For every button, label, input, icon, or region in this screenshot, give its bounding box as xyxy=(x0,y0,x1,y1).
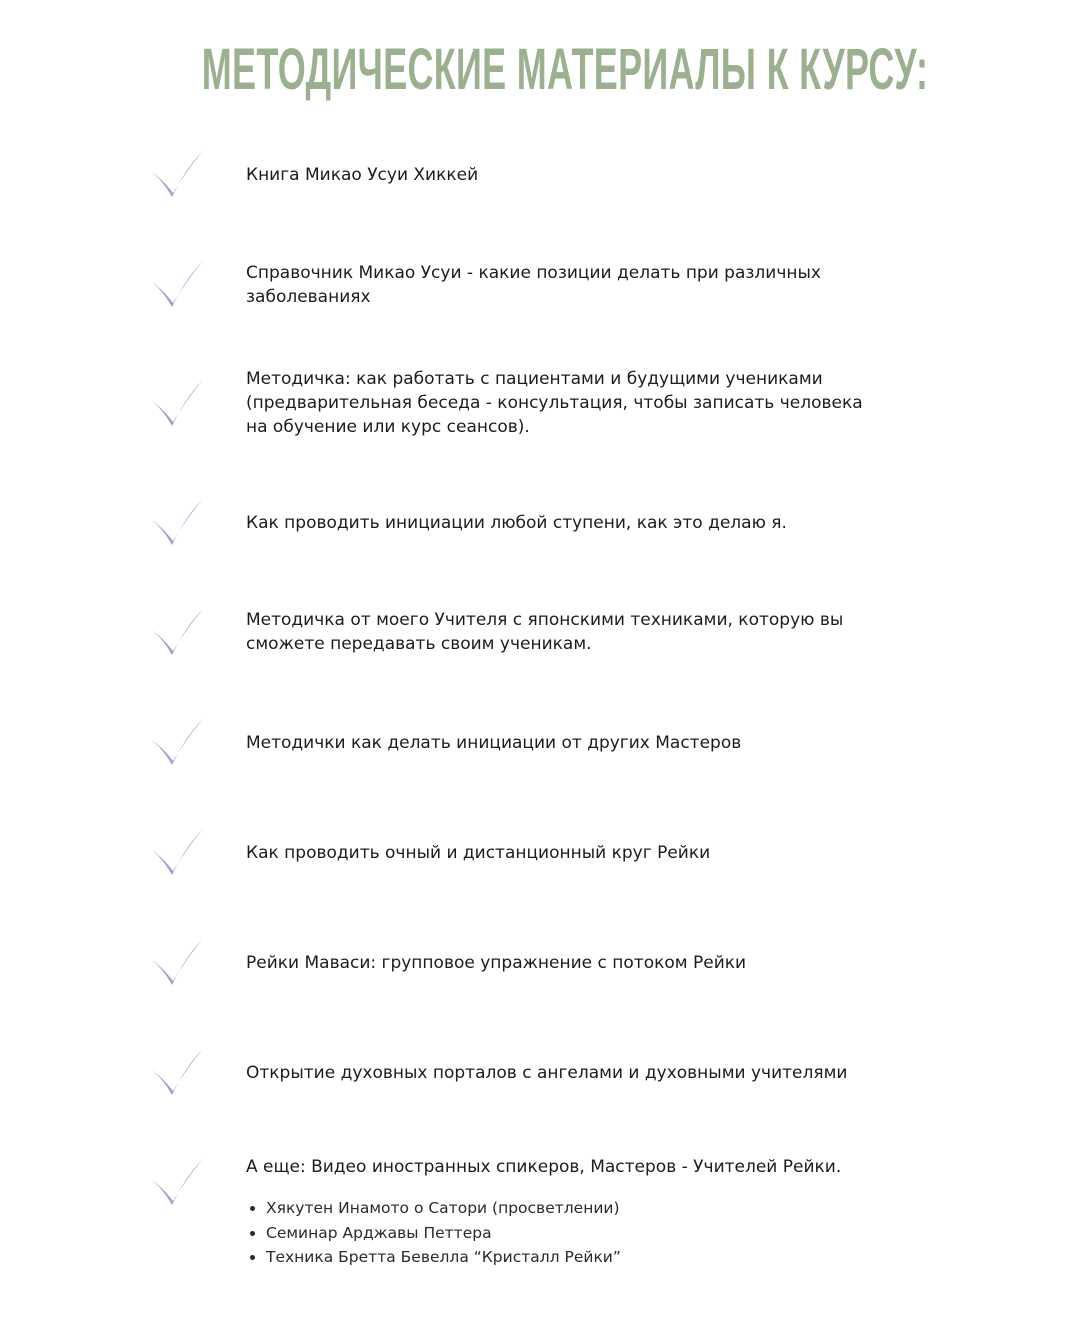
sub-list-item: • Хякутен Инамото о Сатори (просветлении) xyxy=(266,1196,621,1221)
sub-list xyxy=(246,1196,621,1270)
checkmark-icon xyxy=(150,150,206,200)
sub-list-item: • Техника Бретта Бевелла “Кристалл Рейки” xyxy=(266,1245,621,1270)
page-title: МЕТОДИЧЕСКИЕ МАТЕРИАЛЫ К КУРСУ: xyxy=(201,37,929,102)
item-text: Открытие духовных порталов с ангелами и духовными учителями xyxy=(246,1063,848,1083)
item-text: Справочник Микао Усуи - какие позиции делать при различных заболеваниях xyxy=(246,263,821,307)
item-text: Как проводить инициации любой ступени, как это делаю я. xyxy=(246,513,787,533)
checkmark-icon xyxy=(150,828,206,878)
item-text: Методички как делать инициации от других Мастеров xyxy=(246,733,742,753)
item-text: Как проводить очный и дистанционный круг Рейки xyxy=(246,843,711,863)
checkmark-icon xyxy=(150,608,206,658)
sub-list-item: • Семинар Арджавы Петтера xyxy=(266,1221,621,1246)
item-text: А еще: Видео иностранных спикеров, Мастеров - Учителей Рейки. xyxy=(246,1157,842,1177)
item-text: Рейки Маваси: групповое упражнение с потоком Рейки xyxy=(246,953,747,973)
checkmark-icon xyxy=(150,1158,206,1208)
checkmark-icon xyxy=(150,379,206,429)
checkmark-icon xyxy=(150,718,206,768)
checkmark-icon xyxy=(150,260,206,310)
item-text: Книга Микао Усуи Хиккей xyxy=(246,165,479,185)
checkmark-icon xyxy=(150,498,206,548)
item-text: Методичка: как работать с пациентами и будущими учениками (предварительная беседа - консультация, чтобы записать человека на обучение или курс сеансов). xyxy=(246,369,863,437)
checkmark-icon xyxy=(150,1048,206,1098)
item-text: Методичка от моего Учителя с японскими техниками, которую вы сможете передавать своим ученикам. xyxy=(246,610,844,654)
checkmark-icon xyxy=(150,938,206,988)
